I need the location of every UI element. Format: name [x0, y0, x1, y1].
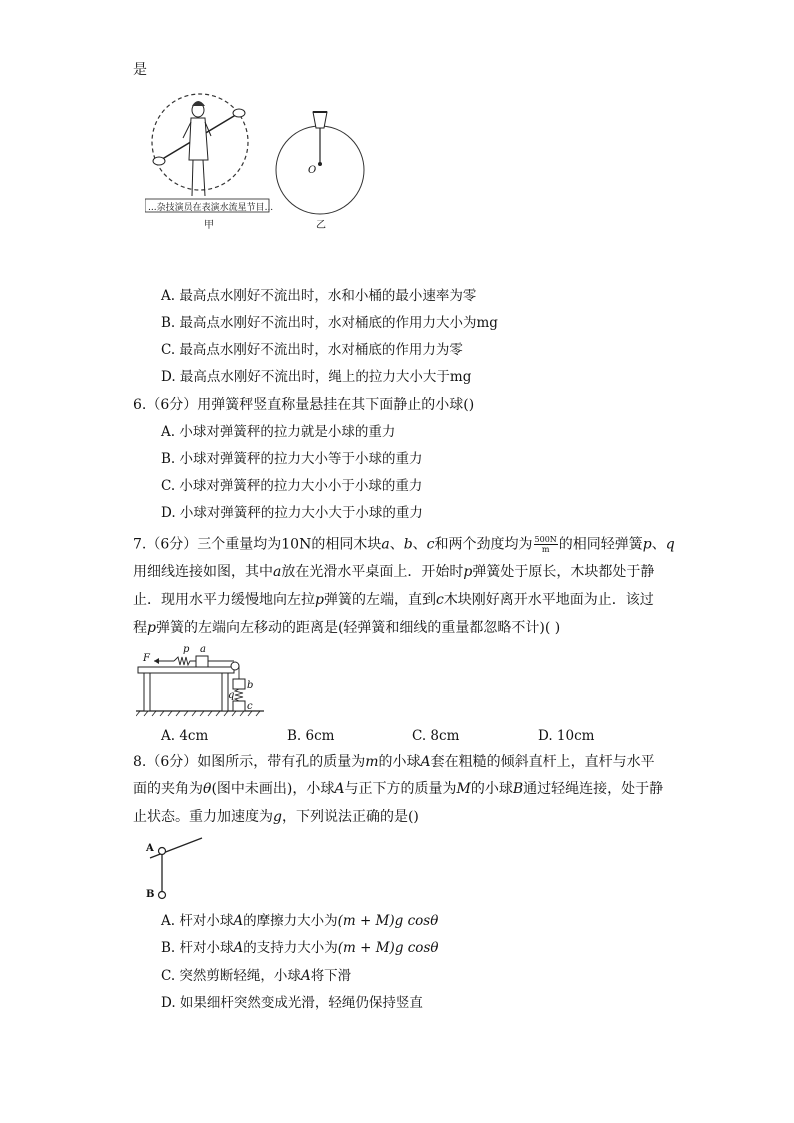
q7-option-c: C. 8cm: [412, 728, 460, 744]
q8-stem-line2: 面的夹角为θ(图中未画出)，小球A与正下方的质量为M的小球B通过轻绳连接，处于静: [133, 781, 664, 797]
q7-label-a: a: [200, 644, 206, 655]
q6-option-b: B. 小球对弹簧秤的拉力大小等于小球的重力: [161, 451, 423, 467]
q7-table-leg-left: [144, 673, 150, 711]
q6-option-c: C. 小球对弹簧秤的拉力大小小于小球的重力: [161, 478, 423, 494]
q7-label-b: b: [247, 680, 254, 691]
q7-table-top: [138, 667, 234, 673]
q7-spring-q: [235, 689, 243, 701]
q7-pulley: [231, 662, 239, 670]
q8-option-c: C. 突然剪断轻绳，小球A将下滑: [161, 968, 352, 984]
q7-block-c: [233, 701, 245, 711]
continuation-text: 是: [133, 62, 147, 78]
q8-option-d: D. 如果细杆突然变成光滑，轻绳仍保持竖直: [161, 995, 423, 1011]
q5-label-yi: 乙: [316, 220, 326, 231]
q5-yi-center: [318, 162, 322, 166]
q5-cup-left: [153, 157, 165, 165]
q7-stem-line3: 止．现用水平力缓慢地向左拉p弹簧的左端，直到c木块刚好离开水平地面为止．该过: [133, 592, 654, 608]
q5-option-c: C. 最高点水刚好不流出时，水对桶底的作用力为零: [161, 342, 463, 358]
q8-label-a: A: [146, 843, 154, 854]
q8-stem-line3: 止状态。重力加速度为g，下列说法正确的是(): [133, 809, 419, 825]
q7-label-f: F: [143, 653, 150, 664]
q8-ball-a: [159, 848, 166, 855]
q8-stem-line1: 8.（6分）如图所示，带有孔的质量为m的小球A套在粗糙的倾斜直杆上，直杆与水平: [133, 754, 655, 770]
q5-option-d: D. 最高点水刚好不流出时，绳上的拉力大小大于mg: [161, 369, 472, 385]
q5-cup-right: [233, 109, 245, 117]
q8-rod: [150, 838, 202, 858]
q7-option-d: D. 10cm: [538, 728, 595, 744]
q5-option-b: B. 最高点水刚好不流出时，水对桶底的作用力大小为mg: [161, 315, 498, 331]
q7-stiffness-fraction: $\frac{500N}{m}$: [534, 535, 557, 554]
q6-option-d: D. 小球对弹簧秤的拉力大小大于小球的重力: [161, 505, 423, 521]
q7-option-a: A. 4cm: [161, 728, 209, 744]
q7-spring-p: [174, 657, 196, 665]
q5-caption: ...杂技演员在表演水流星节目...: [148, 203, 274, 213]
q8-option-a: A. 杆对小球A的摩擦力大小为(m + M)g cosθ: [161, 913, 439, 929]
q5-yi-bucket: [313, 112, 327, 128]
q7-option-b: B. 6cm: [287, 728, 335, 744]
q7-label-p: p: [183, 644, 190, 655]
q5-label-jia: 甲: [204, 220, 214, 231]
q7-stem-line1: 7.（6分）三个重量均为10N的相同木块a、b、c和两个劲度均为 $\frac{500N}{m}$ 的相同轻弹簧p、q: [133, 535, 675, 554]
q8-ball-b: [159, 892, 166, 899]
q7-stem-line4: 程p弹簧的左端向左移动的距离是(轻弹簧和细线的重量都忽略不计)( ): [133, 620, 561, 636]
q7-label-q: q: [228, 690, 235, 701]
q5-option-a: A. 最高点水刚好不流出时，水和小桶的最小速率为零: [161, 288, 477, 304]
q7-stem-line2: 用细线连接如图，其中a放在光滑水平桌面上．开始时p弹簧处于原长，木块都处于静: [133, 564, 655, 580]
q6-stem: 6.（6分）用弹簧秤竖直称量悬挂在其下面静止的小球(): [133, 397, 475, 413]
q5-performer: [183, 101, 211, 196]
q5-label-o: O: [308, 165, 317, 176]
q8-option-b: B. 杆对小球A的支持力大小为(m + M)g cosθ: [161, 940, 439, 956]
q6-option-a: A. 小球对弹簧秤的拉力就是小球的重力: [161, 424, 396, 440]
q7-label-c: c: [247, 701, 253, 712]
q8-label-b: B: [146, 889, 155, 900]
q7-block-b: [233, 679, 245, 689]
q7-block-a: [196, 656, 208, 667]
